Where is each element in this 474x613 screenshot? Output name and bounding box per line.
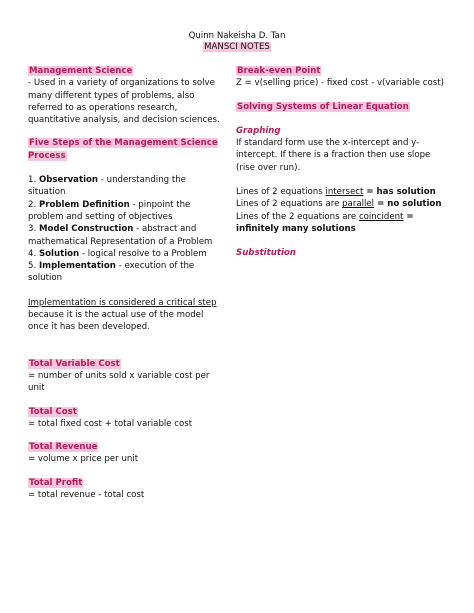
graphing-section [236, 125, 448, 174]
graphing-body: If standard form use the x-intercept and y-intercept. If there is a fraction then use slope (rise over run). [236, 138, 431, 173]
total-cost-heading: Total Cost [29, 406, 77, 417]
implementation-note-underlined: Implementation is considered a critical step [28, 297, 217, 308]
list-item: 2. Problem Definition - pinpoint the problem and setting of objectives [28, 199, 191, 222]
linear-equation-section [236, 101, 448, 113]
total-revenue-heading: Total Revenue [29, 442, 98, 453]
management-science-heading: Management Science [29, 66, 133, 76]
left-column [28, 65, 224, 501]
linear-equation-heading: Solving Systems of Linear Equation [237, 101, 409, 112]
implementation-note-rest: because it is the actual use of the model once it has been developed. [28, 310, 204, 333]
implementation-note [28, 297, 224, 334]
substitution-heading: Substitution [236, 248, 296, 259]
list-item: 3. Model Construction - abstract and mathematical Representation of a Problem [28, 224, 213, 247]
five-steps-section [28, 137, 224, 284]
total-cost-section [28, 406, 224, 431]
solution-cases [236, 186, 448, 235]
steps-list [28, 174, 224, 285]
break-even-heading: Break-even Point [237, 66, 321, 76]
right-column [236, 65, 448, 260]
list-item: Lines of the 2 equations are coincident = infinitely many solutions [236, 211, 414, 234]
graphing-heading: Graphing [236, 125, 281, 136]
break-even-section [236, 65, 448, 90]
author-name: Quinn Nakeisha D. Tan [188, 31, 286, 41]
list-item: Lines of 2 equations are parallel = no solution [236, 199, 442, 210]
break-even-body: Z = v(selling price) - fixed cost - v(variable cost) [236, 78, 444, 89]
list-item: 1. Observation - understanding the situation [28, 175, 186, 198]
total-cost-body: = total fixed cost + total variable cost [28, 418, 193, 429]
substitution-section [236, 247, 448, 259]
management-science-section [28, 65, 224, 126]
list-item: 4. Solution - logical resolve to a Problem [28, 248, 207, 259]
management-science-body: - Used in a variety of organizations to solve many different types of problems, also referred to as operations research, quantitative analysis, and decision sciences. [28, 78, 220, 126]
total-variable-cost-section [28, 358, 224, 395]
total-revenue-body: = volume x price per unit [28, 454, 139, 465]
total-profit-section [28, 477, 224, 502]
list-item: Lines of 2 equations intersect = has solution [236, 187, 436, 198]
document-title [0, 42, 474, 53]
document-title-text: MANSCI NOTES [204, 42, 270, 52]
total-revenue-section [28, 441, 224, 466]
list-item: 5. Implementation - execution of the solution [28, 261, 195, 284]
total-profit-body: = total revenue - total cost [28, 490, 145, 501]
total-variable-cost-heading: Total Variable Cost [29, 358, 120, 369]
total-variable-cost-body: = number of units sold x variable cost per unit [28, 370, 210, 394]
total-profit-heading: Total Profit [29, 477, 83, 488]
five-steps-heading: Five Steps of the Management Science Process [28, 138, 218, 161]
